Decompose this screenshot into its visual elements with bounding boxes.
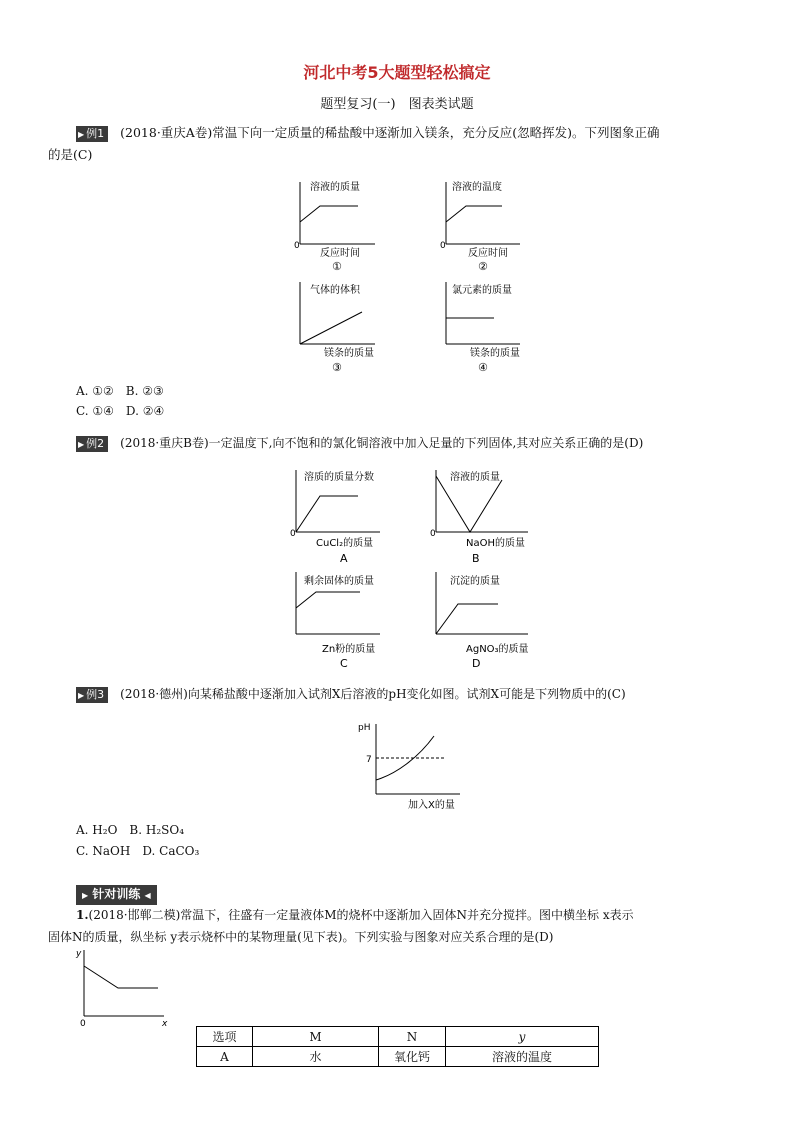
- page-title: 河北中考5大题型轻松搞定: [303, 63, 491, 82]
- graph-2-ylabel: 溶液的温度: [452, 182, 502, 193]
- table-cell: 水: [253, 1047, 379, 1067]
- example-1-question: [76, 122, 756, 144]
- graph-3: [300, 282, 375, 374]
- graph-2-xlabel: 反应时间: [468, 248, 508, 259]
- graph-c-xlabel: Zn粉的质量: [322, 644, 376, 655]
- example-1-graphs: [280, 172, 540, 382]
- training-graph-origin: 0: [80, 1019, 86, 1029]
- graph-d: [436, 572, 529, 670]
- triangle-icon: ▶: [78, 440, 85, 449]
- graph-2-origin: 0: [440, 241, 446, 251]
- example-2-tag: ▶ 例2: [76, 436, 108, 452]
- graph-4-number: ④: [478, 361, 488, 374]
- example-3-tag: ▶ 例3: [76, 687, 108, 703]
- example-1-text-line2: 的是(C): [48, 147, 93, 162]
- table-header-row: [197, 1027, 599, 1047]
- example-1-tag: ▶ 例1: [76, 126, 108, 142]
- graph-ph-ylabel: pH: [358, 723, 371, 733]
- graph-a-origin: 0: [290, 529, 296, 539]
- graph-c: [296, 572, 380, 670]
- graph-1-number: ①: [332, 260, 342, 273]
- table-header-cell: 选项: [197, 1027, 253, 1047]
- table-header-cell: y: [446, 1027, 599, 1047]
- graph-c-ylabel: 剩余固体的质量: [304, 576, 374, 587]
- example-1-options-line2: C. ①④ D. ②④: [76, 404, 165, 418]
- graph-3-ylabel: 气体的体积: [310, 285, 360, 296]
- table-row: [197, 1047, 599, 1067]
- example-1-text-line1: (2018·重庆A卷)常温下向一定质量的稀盐酸中逐渐加入镁条，充分反应(忽略挥发)。下列图象正确: [120, 125, 660, 140]
- triangle-icon: ▶: [82, 891, 89, 900]
- graph-3-xlabel: 镁条的质量: [324, 348, 374, 359]
- graph-d-xlabel: AgNO₃的质量: [466, 644, 529, 655]
- example-3-options-line1: A. H₂O B. H₂SO₄: [76, 823, 185, 837]
- example-3-question: [76, 683, 776, 705]
- graph-b-letter: B: [472, 552, 480, 565]
- training-graph: [70, 944, 180, 1029]
- table-header-cell: N: [379, 1027, 446, 1047]
- graph-1: [294, 180, 375, 273]
- example-3-options-line2: C. NaOH D. CaCO₃: [76, 844, 200, 858]
- training-tag: ▶ 针对训练 ◀: [76, 883, 157, 905]
- example-2-graphs: [280, 462, 540, 672]
- triangle-left-icon: ◀: [144, 891, 151, 900]
- training-table: [196, 1026, 599, 1067]
- training-graph-xlabel: x: [162, 1019, 168, 1029]
- graph-4-ylabel: 氯元素的质量: [452, 285, 512, 296]
- example-3-graph: [356, 718, 476, 818]
- example-3-text: (2018·德州)向某稀盐酸中逐渐加入试剂X后溶液的pH变化如图。试剂X可能是下列物质中的(C): [120, 687, 626, 701]
- graph-b-ylabel: 溶液的质量: [450, 472, 500, 483]
- triangle-icon: ▶: [78, 691, 85, 700]
- example-2-question: [76, 432, 776, 454]
- graph-3-number: ③: [332, 361, 342, 374]
- graph-c-letter: C: [340, 657, 348, 670]
- graph-ph-tick: 7: [366, 755, 372, 765]
- graph-ph-xlabel: 加入X的量: [408, 800, 455, 811]
- graph-2: [440, 180, 520, 273]
- example-1-options-line1: A. ①② B. ②③: [76, 384, 164, 398]
- graph-b-xlabel: NaOH的质量: [466, 538, 525, 549]
- graph-d-ylabel: 沉淀的质量: [450, 576, 500, 587]
- example-2-text: (2018·重庆B卷)一定温度下,向不饱和的氯化铜溶液中加入足量的下列固体,其对应关系正确的是(D): [120, 436, 644, 450]
- graph-a-ylabel: 溶质的质量分数: [304, 472, 374, 483]
- training-graph-ylabel: y: [76, 949, 82, 959]
- table-cell: A: [197, 1047, 253, 1067]
- training-q1-line1: 1.(2018·邯郸二模)常温下，往盛有一定量液体M的烧杯中逐渐加入固体N并充分搅拌。图中横坐标 x表示: [76, 908, 634, 922]
- graph-1-xlabel: 反应时间: [320, 248, 360, 259]
- graph-2-number: ②: [478, 260, 488, 273]
- table-header-cell: M: [253, 1027, 379, 1047]
- graph-a-letter: A: [340, 552, 348, 565]
- graph-1-ylabel: 溶液的质量: [310, 182, 360, 193]
- training-q1-line2: 固体N的质量，纵坐标 y表示烧杯中的某物理量(见下表)。下列实验与图象对应关系合理的是(D): [48, 930, 554, 944]
- graph-1-origin: 0: [294, 241, 300, 251]
- graph-a: [290, 470, 380, 565]
- graph-b-origin: 0: [430, 529, 436, 539]
- graph-4-xlabel: 镁条的质量: [470, 348, 520, 359]
- graph-a-xlabel: CuCl₂的质量: [316, 538, 374, 549]
- triangle-icon: ▶: [78, 130, 85, 139]
- graph-4: [446, 282, 520, 374]
- graph-b: [430, 470, 528, 565]
- table-cell: 氧化钙: [379, 1047, 446, 1067]
- graph-d-letter: D: [472, 657, 481, 670]
- table-cell: 溶液的温度: [446, 1047, 599, 1067]
- page-subtitle: 题型复习(一) 图表类试题: [320, 97, 474, 112]
